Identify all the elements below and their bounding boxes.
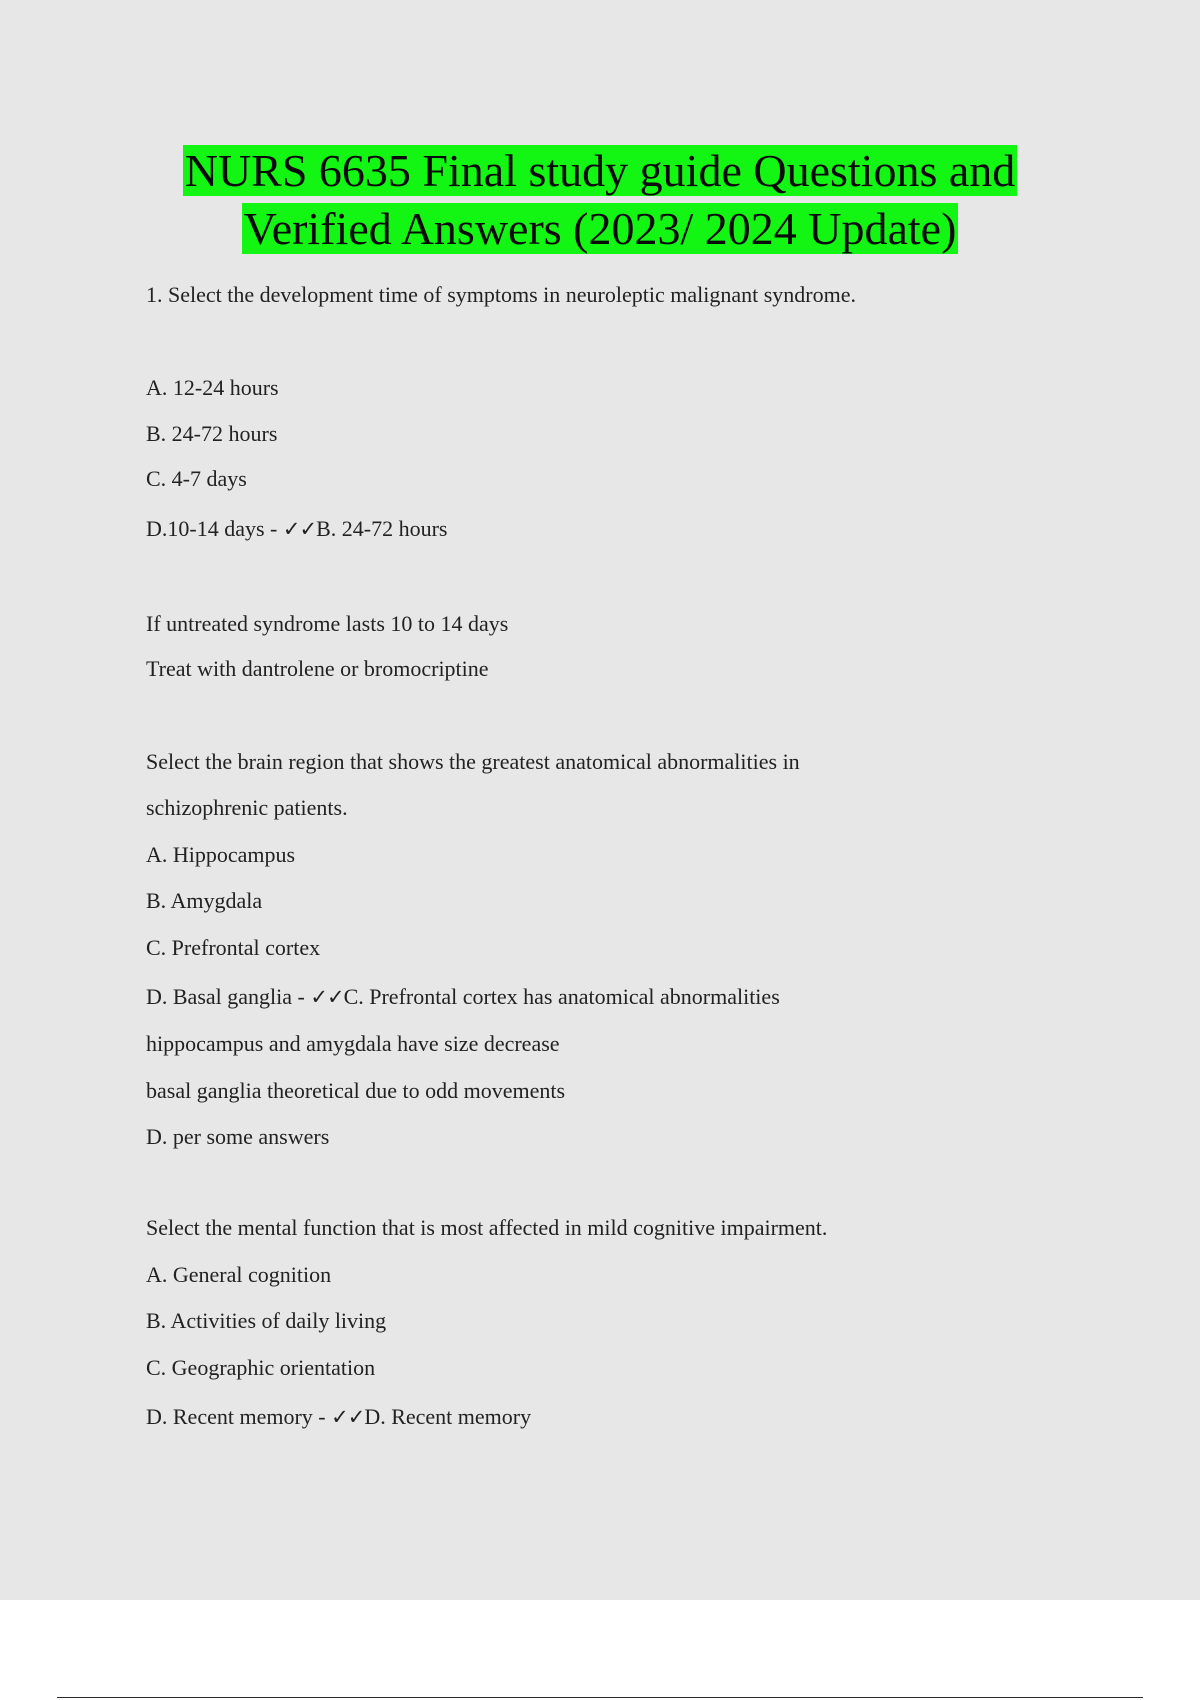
- question-2-option-c: C. Prefrontal cortex: [146, 935, 321, 960]
- question-2-note-1: hippocampus and amygdala have size decrease: [146, 1031, 560, 1056]
- question-2-note-3: D. per some answers: [146, 1124, 330, 1149]
- double-check-icon: ✓✓: [331, 1405, 365, 1429]
- question-2-note-2: basal ganglia theoretical due to odd movements: [146, 1078, 566, 1103]
- question-2-option-b: B. Amygdala: [146, 888, 263, 913]
- title-line-2: Verified Answers (2023/ 2024 Update): [243, 203, 957, 254]
- question-1-option-b: B. 24-72 hours: [146, 421, 278, 446]
- double-check-icon: ✓✓: [310, 985, 344, 1009]
- question-3-answer: D. Recent memory: [364, 1404, 532, 1429]
- question-3-option-b: B. Activities of daily living: [146, 1308, 387, 1333]
- question-2-text-line-2: schizophrenic patients.: [146, 795, 348, 820]
- question-1-option-d: D.10-14 days -: [146, 516, 278, 541]
- question-2-text-line-1: Select the brain region that shows the greatest anatomical abnormalities in: [146, 749, 800, 774]
- title-line-1: NURS 6635 Final study guide Questions and: [184, 145, 1016, 196]
- question-3-option-d-with-answer: [146, 1403, 531, 1431]
- question-1-option-a: A. 12-24 hours: [146, 375, 279, 400]
- question-1-text: 1. Select the development time of symptoms in neuroleptic malignant syndrome.: [146, 282, 856, 307]
- question-2-answer: C. Prefrontal cortex has anatomical abnormalities: [343, 984, 780, 1009]
- question-1-option-d-with-answer: [146, 515, 447, 543]
- page-title: [0, 142, 1200, 258]
- question-3-option-a: A. General cognition: [146, 1262, 332, 1287]
- question-3-text: Select the mental function that is most affected in mild cognitive impairment.: [146, 1215, 828, 1240]
- question-2-option-d-with-answer: [146, 983, 780, 1011]
- question-2-option-a: A. Hippocampus: [146, 842, 296, 867]
- footer-divider: [57, 1697, 1143, 1698]
- question-1-note-1: If untreated syndrome lasts 10 to 14 days: [146, 611, 509, 636]
- question-3-option-c: C. Geographic orientation: [146, 1355, 376, 1380]
- question-1-option-c: C. 4-7 days: [146, 466, 247, 491]
- question-1-answer: B. 24-72 hours: [316, 516, 448, 541]
- double-check-icon: ✓✓: [282, 517, 317, 541]
- question-1-note-2: Treat with dantrolene or bromocriptine: [146, 656, 489, 681]
- question-3-option-d: D. Recent memory -: [146, 1404, 326, 1429]
- question-2-option-d: D. Basal ganglia -: [146, 984, 305, 1009]
